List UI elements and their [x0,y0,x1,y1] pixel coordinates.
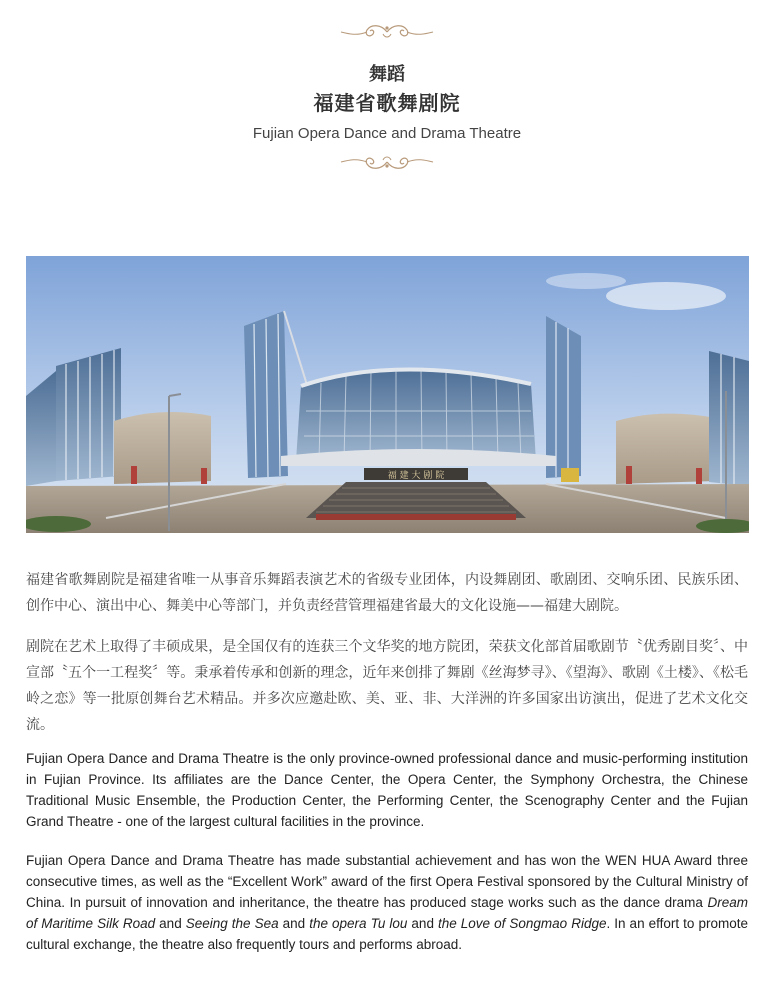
work-title: Seeing the Sea [185,916,279,931]
text-span: Fujian Opera Dance and Drama Theatre has made substantial achievement and has won the WEN HUA Award three consecutive times, as well as the “Excellent Work” award of the first Opera Festival sponsored by the Cultural Ministry of China. In pursuit of innovation and inheritance, the theatre has produced stage works such as the dance drama [26,853,748,910]
bottom-ornament-icon [337,150,437,174]
work-title: the opera Tu lou [309,916,408,931]
achievements-paragraph-cn: 剧院在艺术上取得了丰硕成果，是全国仅有的连获三个文华奖的地方院团，荣获文化部首届歌剧节〝优秀剧目奖〞、中宣部〝五个一工程奖〞等。秉承着传承和创新的理念，近年来创排了舞剧《丝海梦寻》、《望海》、歌剧《土楼》、《松毛岭之恋》等一批原创舞台艺术精品。并多次应邀赴欧、美、亚、非、大洋洲的许多国家出访演出，促进了艺术文化交流。 [26,639,748,733]
page-title-english: Fujian Opera Dance and Drama Theatre [252,125,522,142]
text-span: and [155,916,186,931]
achievements-paragraph-en [26,850,748,955]
facade-sign: 福 建 大 剧 院 [387,471,445,481]
category-heading: 舞蹈 [369,64,405,85]
intro-paragraph-en: Fujian Opera Dance and Drama Theatre is the only province-owned professional dance and music-performing institution in Fujian Province. Its affiliates are the Dance Center, the Opera Center, the Symphony Orchestra, the Chinese Traditional Music Ensemble, the Production Center, the Performing Center, the Scenography Center and the Fujian Grand Theatre - one of the largest cultural facilities in the province. [26,751,748,829]
text-span: and [278,916,310,931]
top-ornament-icon [337,20,437,44]
page-title-chinese: 福建省歌舞剧院 [313,91,461,115]
work-title: the Love of Songmao Ridge [437,916,607,931]
text-span: . In an effort to promote cultural exchange, the theatre also frequently tours and performs abroad. [26,916,748,952]
theatre-photo [26,256,749,533]
intro-paragraph-cn: 福建省歌舞剧院是福建省唯一从事音乐舞蹈表演艺术的省级专业团体，内设舞剧团、歌剧团、交响乐团、民族乐团、创作中心、演出中心、舞美中心等部门，并负责经营管理福建省最大的文化设施——福建大剧院。 [26,572,748,614]
work-title: Dream of Maritime Silk Road [26,895,748,931]
text-span: and [407,916,438,931]
